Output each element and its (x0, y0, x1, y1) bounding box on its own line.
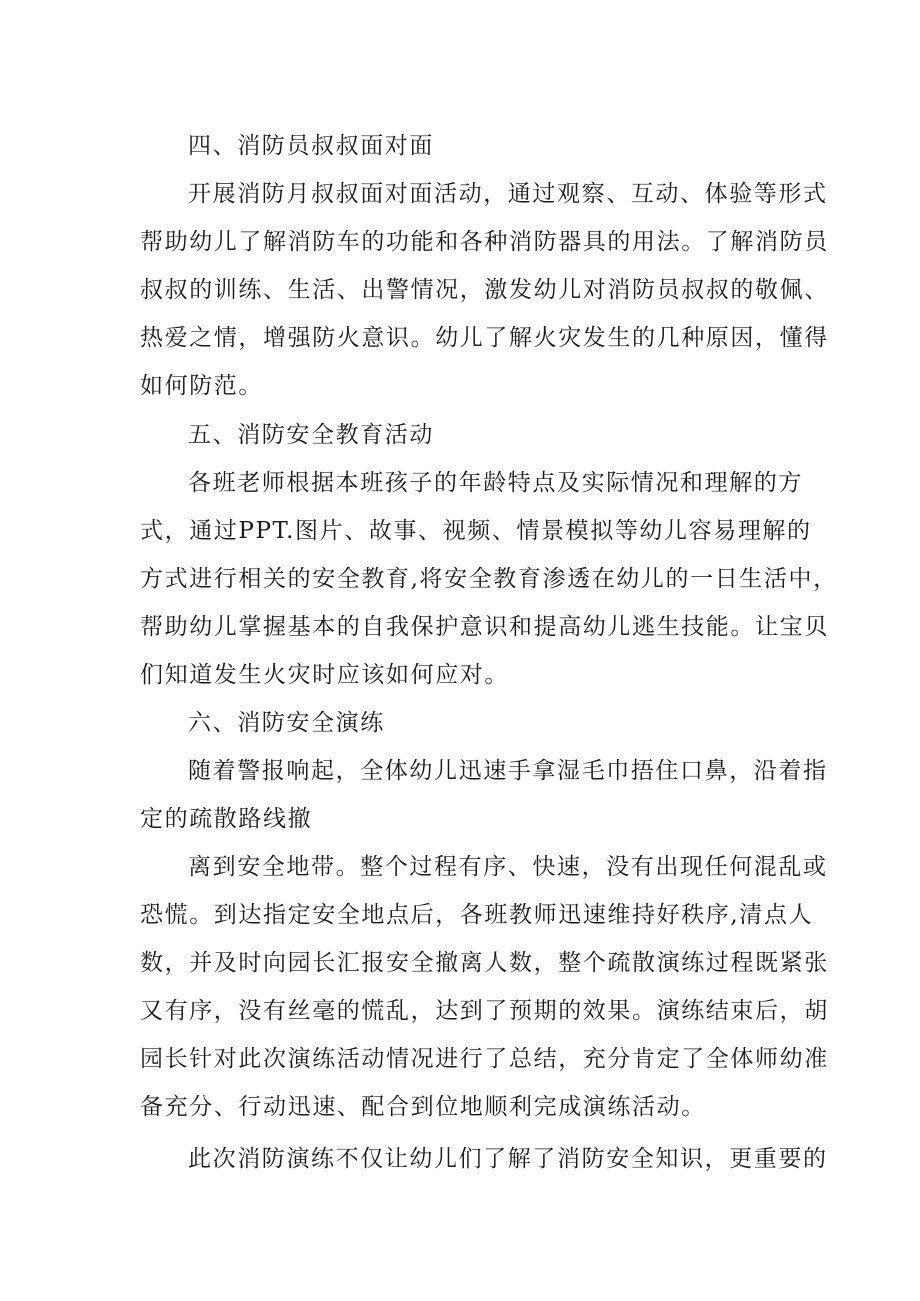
paragraph-line: 帮助幼儿掌握基本的自我保护意识和提高幼儿逃生技能。让宝贝 (140, 614, 829, 640)
section-heading: 六、消防安全演练 (188, 710, 385, 736)
paragraph-line: 叔叔的训练、生活、出警情况，激发幼儿对消防员叔叔的敬佩、 (140, 277, 829, 303)
paragraph-line: 数，并及时向园长汇报安全撤离人数，整个疏散演练过程既紧张 (140, 950, 829, 976)
paragraph-line: 各班老师根据本班孩子的年龄特点及实际情况和理解的方 (188, 470, 803, 496)
paragraph-line: 如何防范。 (140, 373, 263, 399)
paragraph-line: 此次消防演练不仅让幼儿们了解了消防安全知识，更重要的 (188, 1146, 828, 1172)
paragraph-line: 们知道发生火灾时应该如何应对。 (140, 662, 509, 688)
paragraph-line: 定的疏散路线撤 (140, 806, 313, 832)
paragraph-line: 方式进行相关的安全教育,将安全教育渗透在幼儿的一日生活中， (140, 566, 838, 592)
paragraph-line: 随着警报响起，全体幼儿迅速手拿湿毛巾捂住口鼻，沿着指 (188, 758, 828, 784)
paragraph-line: 帮助幼儿了解消防车的功能和各种消防器具的用法。了解消防员 (140, 229, 829, 255)
paragraph-line: 又有序，没有丝毫的慌乱，达到了预期的效果。演练结束后，胡 (140, 998, 829, 1024)
paragraph-line: 开展消防月叔叔面对面活动，通过观察、互动、体验等形式 (188, 181, 828, 207)
paragraph-line: 备充分、行动迅速、配合到位地顺利完成演练活动。 (140, 1094, 706, 1120)
paragraph-line: 恐慌。到达指定安全地点后，各班教师迅速维持好秩序,清点人 (140, 902, 814, 928)
paragraph-line: 离到安全地带。整个过程有序、快速，没有出现任何混乱或 (188, 854, 828, 880)
paragraph-line: 式，通过PPT.图片、故事、视频、情景模拟等幼儿容易理解的 (140, 518, 812, 544)
paragraph-line: 热爱之情，增强防火意识。幼儿了解火灾发生的几种原因，懂得 (140, 325, 829, 351)
section-heading: 五、消防安全教育活动 (188, 422, 434, 448)
section-heading: 四、消防员叔叔面对面 (188, 133, 434, 159)
paragraph-line: 园长针对此次演练活动情况进行了总结，充分肯定了全体师幼准 (140, 1046, 829, 1072)
